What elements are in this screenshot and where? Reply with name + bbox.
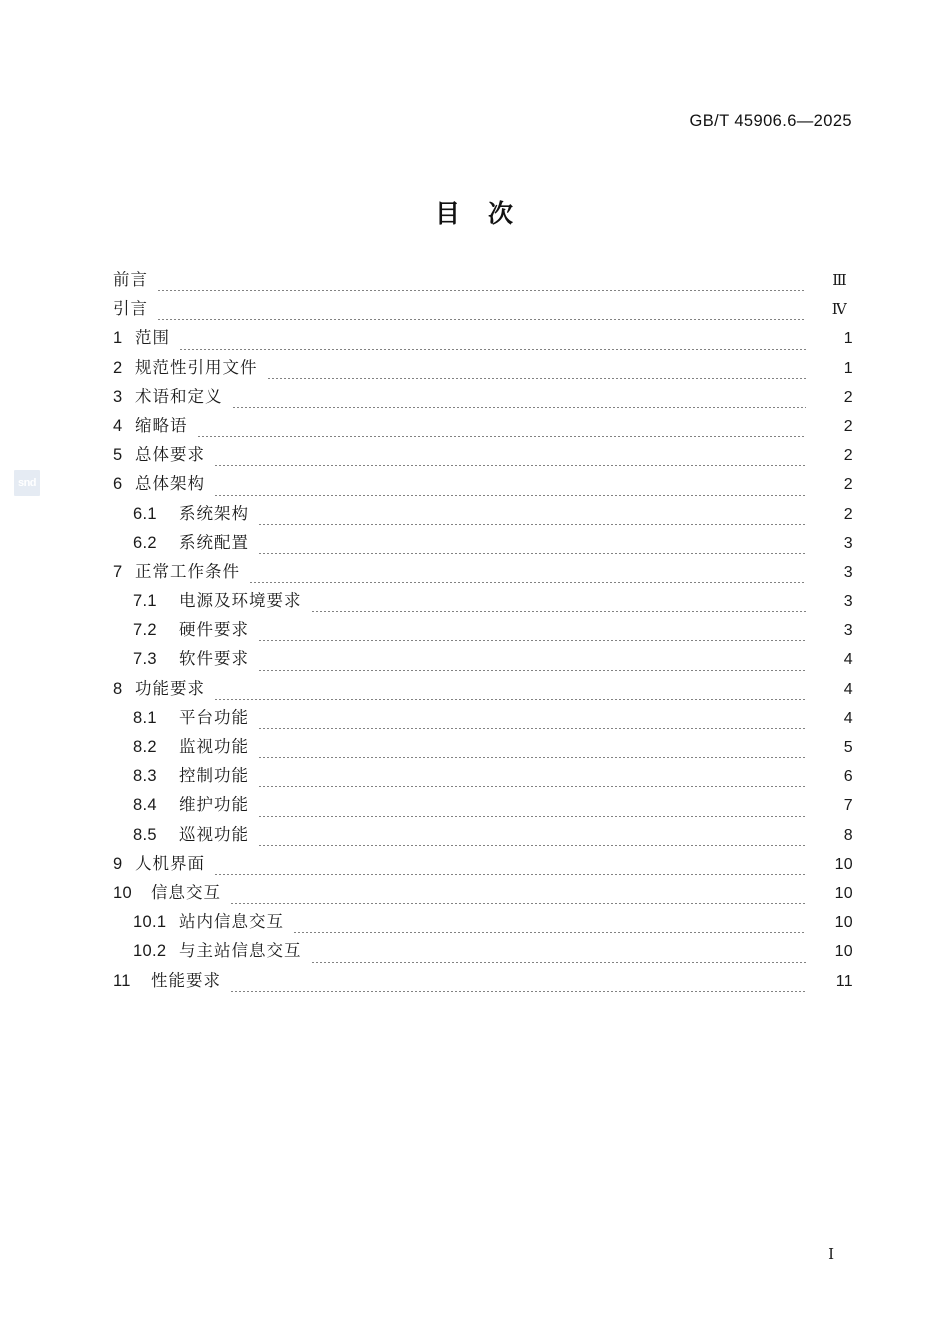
toc-entry[interactable] <box>113 295 853 324</box>
toc-entry-label: 平台功能 <box>179 708 249 727</box>
toc-entry-page-number: Ⅲ <box>832 273 847 289</box>
toc-entry-label: 与主站信息交互 <box>179 942 302 961</box>
toc-dot-leader <box>258 816 806 817</box>
toc-entry-page-number: 8 <box>843 826 853 844</box>
toc-entry[interactable] <box>113 791 853 820</box>
toc-entry-label: 范围 <box>135 329 170 348</box>
toc-entry-page-number: 5 <box>843 739 853 756</box>
page-title-char-2: 次 <box>488 200 516 228</box>
toc-entry-number: 7.3 <box>133 650 157 669</box>
toc-entry[interactable] <box>113 383 853 412</box>
toc-dot-leader <box>230 903 806 904</box>
toc-entry-label: 站内信息交互 <box>179 913 284 932</box>
toc-entry-page-number: 4 <box>843 680 853 698</box>
toc-entry-label: 信息交互 <box>151 883 221 902</box>
standard-number-header: GB/T 45906.6—2025 <box>689 112 852 130</box>
toc-entry[interactable] <box>113 470 853 499</box>
toc-entry-number: 7 <box>113 562 123 581</box>
toc-entry[interactable] <box>113 879 853 908</box>
toc-entry[interactable] <box>113 704 853 733</box>
page-title-char-1: 目 <box>434 200 462 228</box>
toc-entry-number: 10.2 <box>133 942 167 961</box>
toc-entry-label: 硬件要求 <box>179 621 249 640</box>
toc-dot-leader <box>157 319 806 320</box>
toc-entry-page-number: 3 <box>843 622 853 640</box>
toc-dot-leader <box>258 786 806 787</box>
toc-entry[interactable] <box>113 441 853 470</box>
toc-entry-number: 9 <box>113 854 123 873</box>
toc-entry-number: 3 <box>113 387 123 406</box>
toc-entry-page-number: 11 <box>835 972 853 990</box>
toc-entry[interactable] <box>113 967 853 996</box>
toc-entry-label: 巡视功能 <box>179 825 249 844</box>
toc-entry-label: 人机界面 <box>135 854 205 873</box>
toc-entry[interactable] <box>113 354 853 383</box>
toc-entry-label: 系统配置 <box>179 533 249 552</box>
toc-entry-number: 8.3 <box>133 767 157 786</box>
toc-entry-label: 维护功能 <box>179 796 249 815</box>
toc-dot-leader <box>214 699 806 700</box>
toc-entry-page-number: 2 <box>843 505 853 523</box>
toc-entry-page-number: 3 <box>843 593 853 611</box>
toc-entry-page-number: 6 <box>843 768 853 786</box>
toc-entry-label: 规范性引用文件 <box>135 358 258 377</box>
toc-entry-number: 10 <box>113 883 132 902</box>
toc-entry[interactable] <box>113 529 853 558</box>
toc-entry-label: 正常工作条件 <box>135 562 240 581</box>
footer-page-number: Ⅰ <box>828 1247 834 1263</box>
toc-entry[interactable] <box>113 850 853 879</box>
toc-entry-page-number: 4 <box>843 709 853 727</box>
toc-entry-label: 总体架构 <box>135 475 205 494</box>
toc-entry-page-number: Ⅳ <box>831 302 847 319</box>
toc-entry-number: 8.1 <box>133 708 157 727</box>
toc-dot-leader <box>258 524 806 525</box>
toc-entry-page-number: 1 <box>843 330 853 348</box>
toc-dot-leader <box>258 553 806 554</box>
toc-entry-number: 7.2 <box>133 621 157 640</box>
toc-entry-page-number: 3 <box>843 563 853 581</box>
toc-entry[interactable] <box>113 266 853 295</box>
toc-dot-leader <box>214 874 806 875</box>
toc-dot-leader <box>214 495 806 496</box>
toc-dot-leader <box>258 728 806 729</box>
toc-dot-leader <box>258 640 806 641</box>
toc-entry-page-number: 2 <box>843 476 853 494</box>
toc-entry[interactable] <box>113 412 853 441</box>
toc-entry-page-number: 4 <box>843 651 853 669</box>
toc-entry[interactable] <box>113 645 853 674</box>
toc-entry-number: 7.1 <box>133 592 157 611</box>
toc-dot-leader <box>214 465 806 466</box>
toc-dot-leader <box>232 407 807 408</box>
toc-entry[interactable] <box>113 558 853 587</box>
toc-entry-number: 5 <box>113 446 123 465</box>
toc-entry-number: 4 <box>113 416 123 435</box>
toc-entry-label: 电源及环境要求 <box>179 592 302 611</box>
toc-dot-leader <box>249 582 806 583</box>
toc-dot-leader <box>311 962 807 963</box>
toc-entry-page-number: 2 <box>843 388 853 406</box>
toc-entry-page-number: 3 <box>843 534 853 552</box>
toc-entry-label: 总体要求 <box>135 446 205 465</box>
toc-entry-label: 系统架构 <box>179 504 249 523</box>
toc-entry-label: 功能要求 <box>135 679 205 698</box>
toc-entry[interactable] <box>113 675 853 704</box>
toc-entry[interactable] <box>113 937 853 966</box>
toc-entry-label: 软件要求 <box>179 650 249 669</box>
margin-watermark: snd <box>14 470 40 496</box>
toc-entry[interactable] <box>113 324 853 353</box>
toc-entry-page-number: 1 <box>843 359 853 377</box>
toc-entry-label: 缩略语 <box>135 416 188 435</box>
toc-entry-page-number: 10 <box>834 914 853 932</box>
toc-dot-leader <box>157 290 806 291</box>
toc-entry-page-number: 2 <box>843 447 853 465</box>
toc-entry-label: 控制功能 <box>179 767 249 786</box>
toc-dot-leader <box>258 845 806 846</box>
toc-dot-leader <box>267 378 807 379</box>
toc-entry-number: 8 <box>113 679 123 698</box>
toc-entry-label: 引言 <box>113 300 148 319</box>
toc-entry-number: 6.1 <box>133 504 157 523</box>
toc-entry-label: 前言 <box>113 271 148 289</box>
toc-dot-leader <box>197 436 807 437</box>
toc-dot-leader <box>258 670 806 671</box>
toc-entry-number: 8.2 <box>133 738 157 756</box>
toc-entry-number: 8.5 <box>133 825 157 844</box>
toc-entry-number: 6.2 <box>133 533 157 552</box>
toc-entry-number: 1 <box>113 329 123 348</box>
toc-dot-leader <box>311 611 807 612</box>
toc-entry-number: 2 <box>113 358 123 377</box>
toc-entry-page-number: 2 <box>843 417 853 435</box>
toc-entry-page-number: 10 <box>834 943 853 961</box>
toc-entry-number: 8.4 <box>133 796 157 815</box>
toc-dot-leader <box>293 932 806 933</box>
toc-entry-number: 6 <box>113 475 123 494</box>
toc-entry-label: 监视功能 <box>179 738 249 756</box>
toc-entry[interactable] <box>113 616 853 645</box>
table-of-contents <box>113 266 853 996</box>
toc-entry[interactable] <box>113 762 853 791</box>
toc-entry-page-number: 10 <box>834 884 853 902</box>
toc-entry-label: 术语和定义 <box>135 387 223 406</box>
toc-entry-number: 11 <box>113 971 131 990</box>
toc-entry[interactable] <box>113 587 853 616</box>
toc-entry-page-number: 10 <box>834 855 853 873</box>
toc-entry[interactable] <box>113 908 853 937</box>
toc-entry-number: 10.1 <box>133 913 167 932</box>
toc-entry[interactable] <box>113 821 853 850</box>
toc-entry-label: 性能要求 <box>151 971 221 990</box>
toc-entry[interactable] <box>113 733 853 762</box>
toc-entry-page-number: 7 <box>843 797 853 815</box>
page-title <box>0 194 950 230</box>
toc-entry[interactable] <box>113 500 853 529</box>
toc-dot-leader <box>258 757 806 758</box>
toc-dot-leader <box>230 991 806 992</box>
toc-dot-leader <box>179 349 806 350</box>
